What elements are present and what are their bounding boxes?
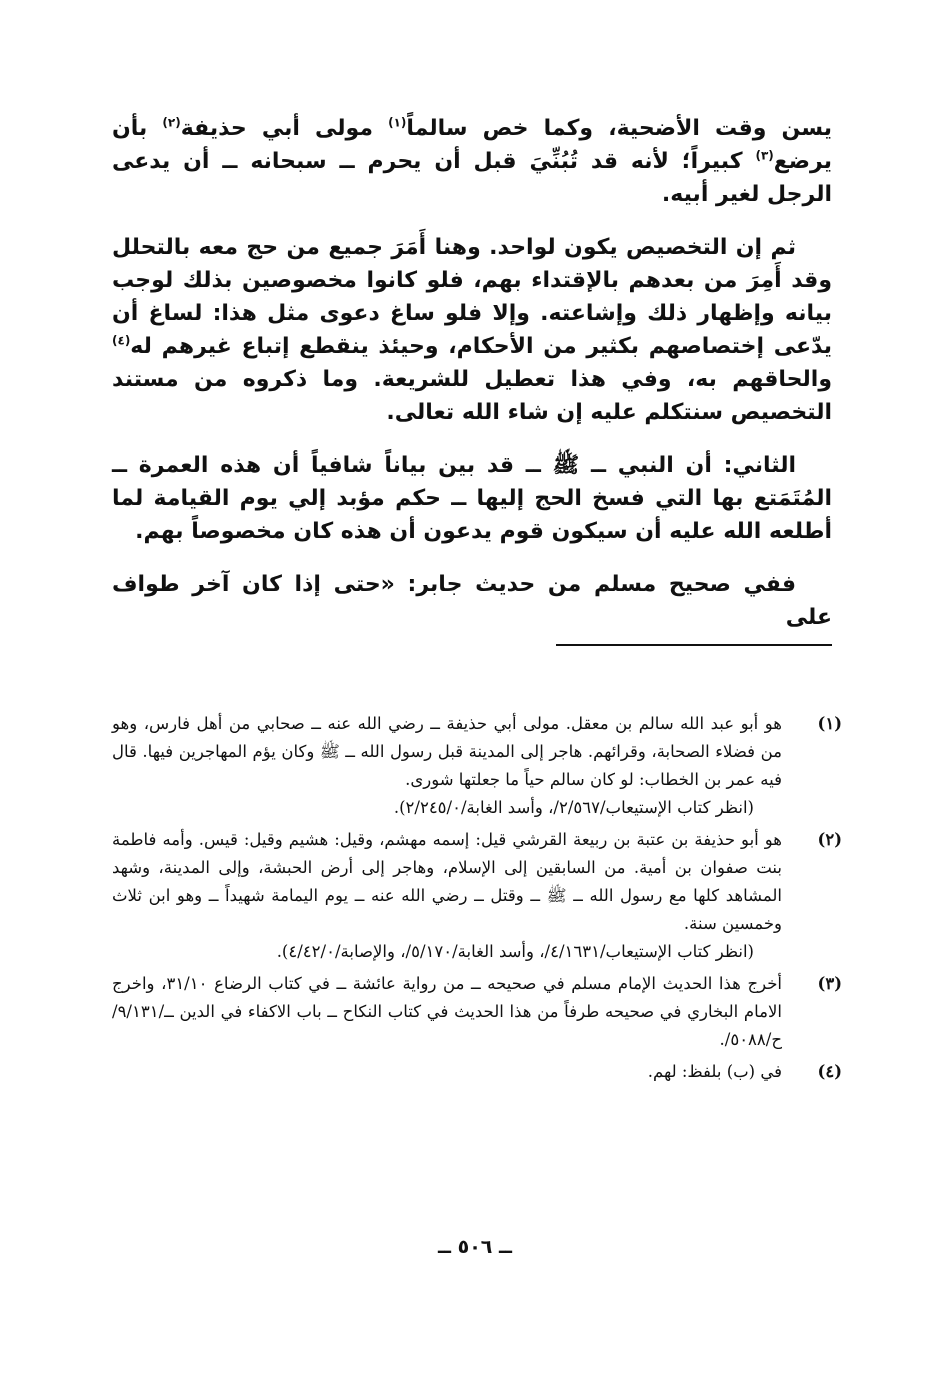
footnote-ref-2: (٢) — [162, 115, 181, 130]
footnote-number: (٤) — [817, 1062, 842, 1081]
footnote-ref-3: (٣) — [755, 148, 774, 163]
footnote-4 — [112, 1058, 842, 1086]
footnotes — [112, 710, 842, 1090]
footnote-reference: (انظر كتاب الإستيعاب/٢/٥٦٧/، وأسد الغابة/٢/٢٤٥/٠). — [393, 798, 754, 817]
paragraph-3: الثاني: أن النبي ــ ﷺ ــ قد بين بياناً شافياً أن هذه العمرة ــ المُتَمَتع بها التي فسخ الحج إليها ــ حكم مؤبد إلي يوم القيامة لما أطلعه الله عليه أن سيكون قوم يدعون أن هذه كان مخصوصاً بهم. — [112, 453, 832, 544]
footnote-ref-1: (١) — [388, 115, 407, 130]
footnote-3 — [112, 970, 842, 1054]
footnote-number: (٣) — [817, 974, 842, 993]
footnote-number: (٢) — [817, 830, 842, 849]
footnote-ref-4: (٤) — [112, 333, 131, 348]
paragraph-2: ثم إن التخصيص يكون لواحد. وهنا أَمَرَ جميع من حج معه بالتحلل وقد أَمِرَ من بعدهم بالإقتداء بهم، فلو كانوا مخصوصين بذلك لوجب بيانه وإظهار ذلك وإشاعته. وإلا فلو ساغ دعوى مثل هذا: لساغ أن يدّعى إختصاصهم بكثير من الأحكام، وحيئذ ينقطع إتباع غيرهم له$^{(٤)}$ والحاقهم به، وفي هذا تعطيل للشريعة. وما ذكروه من مستند التخصيص سنتكلم عليه إن شاء الله تعالى. — [112, 235, 832, 425]
footnote-text: أخرج هذا الحديث الإمام مسلم في صحيحه ــ من رواية عائشة ــ في كتاب الرضاع ٣١/١٠، واخرج الامام البخاري في صحيحه طرفاً من هذا الحديث في كتاب النكاح ــ باب الاكفاء في الدين ــ/٩/١٣١/ح/٥٠٨٨/. — [112, 974, 783, 1049]
footnote-text: في (ب) بلفظ: لهم. — [647, 1062, 782, 1081]
main-text — [112, 112, 832, 654]
footnote-text: هو أبو حذيفة بن عتبة بن ربيعة القرشي قيل: إسمه مهشم، وقيل: هشيم وقيل: قيس. وأمه فاطمة بنت صفوان بن أمية. من السابقين إلى الإسلام، وهاجر إلى أرض الحبشة، وإلى المدينة، وشهد المشاهد كلها مع رسول الله ــ ﷺ ــ وقتل ــ رضي الله عنه ــ يوم اليمامة شهيداً ــ وهو ابن ثلاث وخمسين سنة. — [112, 830, 782, 933]
footnote-text: هو أبو عبد الله سالم بن معقل. مولى أبي حذيفة ــ رضي الله عنه ــ صحابي من أهل فارس، وهو من فضلاء الصحابة، وقرائهم. هاجر إلى المدينة قبل رسول الله ــ ﷺ وكان يؤم المهاجرين فيها. قال فيه عمر بن الخطاب: لو كان سالم حياً ما جعلتها شورى. — [112, 714, 782, 789]
footnote-reference: (انظر كتاب الإستيعاب/٤/١٦٣١/، وأسد الغابة/٥/١٧٠/، والإصابة/٤/٤٢/٠). — [276, 942, 754, 961]
paragraph-1: يسن وقت الأضحية، وكما خص سالماً$^{(١)}$ مولى أبي حذيفة$^{(٢)}$ بأن يرضع$^{(٣)}$ كبيراً؛ لأنه قد تُبُنِّيَ قبل أن يحرم ــ سبحانه ــ أن يدعى الرجل لغير أبيه. — [112, 115, 832, 207]
footnote-2 — [112, 826, 842, 966]
footnote-1 — [112, 710, 842, 822]
paragraph-4: ففي صحيح مسلم من حديث جابر: «حتى إذا كان آخر طواف على — [112, 572, 832, 630]
page-number: ــ ٥٠٦ ــ — [437, 1236, 512, 1258]
footnote-number: (١) — [817, 714, 842, 733]
footnote-separator — [556, 644, 832, 646]
